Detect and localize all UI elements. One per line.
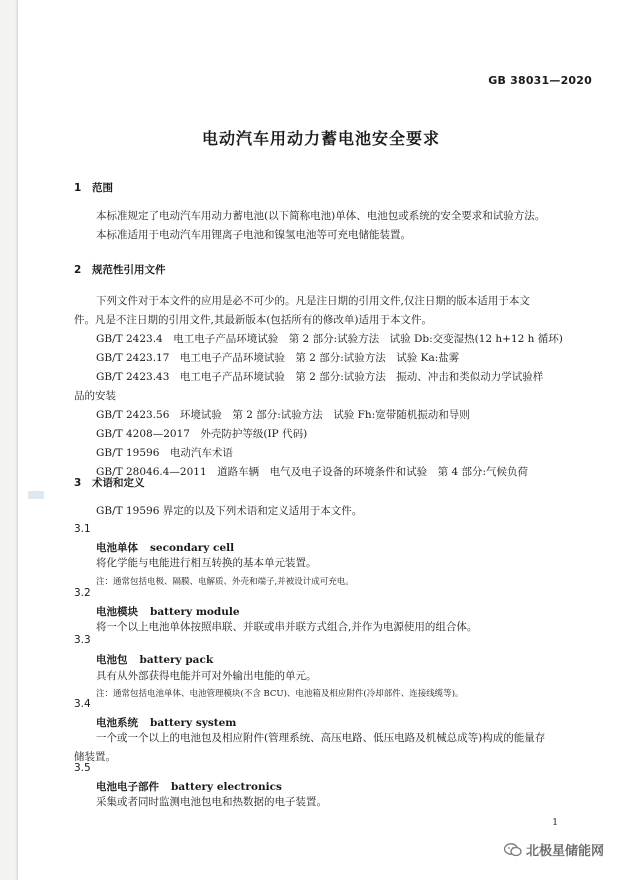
section-heading-terms: 3 术语和定义 bbox=[74, 477, 145, 489]
term-note: 注：通常包括电极、隔膜、电解质、外壳和端子,并被设计成可充电。 bbox=[96, 577, 354, 587]
term-number: 3.2 bbox=[74, 587, 91, 599]
paragraph: 本标准适用于电动汽车用锂离子电池和镍氢电池等可充电储能装置。 bbox=[96, 229, 411, 241]
term-heading: 电池电子部件 battery electronics bbox=[96, 781, 282, 793]
term-heading: 电池系统 battery system bbox=[96, 717, 237, 729]
term-definition: 一个或一个以上的电池包及相应附件(管理系统、高压电路、低压电路及机械总成等)构成的能量存 bbox=[96, 732, 546, 744]
term-number: 3.3 bbox=[74, 634, 91, 646]
reference-item: GB/T 2423.17 电工电子产品环境试验 第 2 部分:试验方法 试验 Ka:盐雾 bbox=[96, 352, 460, 364]
section-heading-scope: 1 范围 bbox=[74, 182, 113, 194]
term-definition-wrap: 储装置。 bbox=[74, 751, 116, 763]
section-heading-references: 2 规范性引用文件 bbox=[74, 264, 166, 276]
reference-item-wrap: 品的安装 bbox=[74, 390, 116, 402]
term-note: 注：通常包括电池单体、电池管理模块(不含 BCU)、电池箱及相应附件(冷却部件、连接线缆等)。 bbox=[96, 689, 464, 699]
paragraph: GB/T 19596 界定的以及下列术语和定义适用于本文件。 bbox=[96, 505, 363, 517]
reference-item: GB/T 2423.43 电工电子产品环境试验 第 2 部分:试验方法 振动、冲击和类似动力学试验样 bbox=[96, 371, 544, 383]
paragraph: 本标准规定了电动汽车用动力蓄电池(以下简称电池)单体、电池包或系统的安全要求和试验方法。 bbox=[96, 210, 546, 222]
reference-item: GB/T 2423.56 环境试验 第 2 部分:试验方法 试验 Fh:宽带随机振动和导则 bbox=[96, 409, 470, 421]
document-page bbox=[18, 0, 624, 880]
term-definition: 将化学能与电能进行相互转换的基本单元装置。 bbox=[96, 557, 317, 569]
page-number: 1 bbox=[552, 818, 558, 828]
term-number: 3.5 bbox=[74, 762, 91, 774]
term-number: 3.1 bbox=[74, 523, 91, 535]
reference-item: GB/T 4208—2017 外壳防护等级(IP 代码) bbox=[96, 428, 308, 440]
paragraph: 件。凡是不注日期的引用文件,其最新版本(包括所有的修改单)适用于本文件。 bbox=[74, 314, 433, 326]
reference-item: GB/T 2423.4 电工电子产品环境试验 第 2 部分:试验方法 试验 Db:交变湿热(12 h+12 h 循环) bbox=[96, 333, 563, 345]
term-heading: 电池模块 battery module bbox=[96, 606, 240, 618]
watermark-text: 北极星储能网 bbox=[525, 844, 604, 859]
watermark bbox=[504, 840, 604, 859]
side-marker bbox=[28, 491, 44, 499]
wechat-icon bbox=[504, 843, 522, 857]
term-heading: 电池包 battery pack bbox=[96, 654, 214, 666]
paragraph: 下列文件对于本文件的应用是必不可少的。凡是注日期的引用文件,仅注日期的版本适用于本文 bbox=[96, 295, 530, 307]
reference-item: GB/T 28046.4—2011 道路车辆 电气及电子设备的环境条件和试验 第 4 部分:气候负荷 bbox=[96, 466, 529, 478]
reference-item: GB/T 19596 电动汽车术语 bbox=[96, 447, 233, 459]
term-definition: 具有从外部获得电能并可对外输出电能的单元。 bbox=[96, 670, 317, 682]
term-number: 3.4 bbox=[74, 698, 91, 710]
term-heading: 电池单体 secondary cell bbox=[96, 542, 235, 554]
document-title: 电动汽车用动力蓄电池安全要求 bbox=[201, 129, 440, 148]
term-definition: 采集或者同时监测电池包电和热数据的电子装置。 bbox=[96, 796, 327, 808]
standard-code: GB 38031—2020 bbox=[488, 74, 592, 87]
term-definition: 将一个以上电池单体按照串联、并联或串并联方式组合,并作为电源使用的组合体。 bbox=[96, 621, 478, 633]
